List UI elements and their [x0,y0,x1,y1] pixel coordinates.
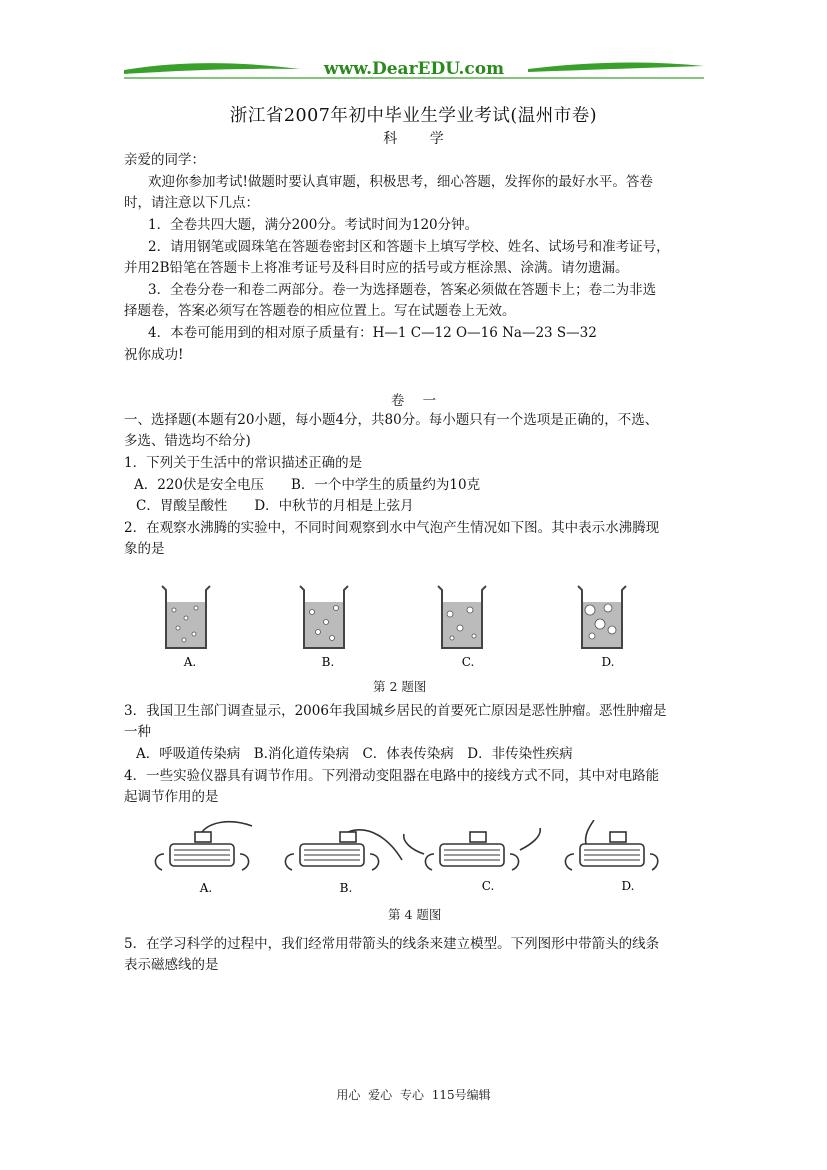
q5-stem-1: 5．在学习科学的过程中，我们经常用带箭头的线条来建立模型。下列图形中带箭头的线条 [124,936,660,952]
q4-rheostats-figure [140,820,660,900]
q4-caption: 第 4 题图 [388,907,442,922]
q2-stem-2: 象的是 [124,541,165,557]
intro-line-1: 欢迎你参加考试!做题时要认真审题，积极思考，细心答题，发挥你的最好水平。答卷 [148,174,653,190]
q1-options-1: A．220伏是安全电压 B．一个中学生的质量约为10克 [134,477,481,493]
q2-label-d: D. [601,655,615,669]
q3-options: A．呼吸道传染病 B.消化道传染病 C．体表传染病 D．非传染性疾病 [136,746,573,762]
section-title: 卷 一 [390,393,437,409]
note-2-cont: 并用2B铅笔在答题卡上将准考证号及科目时应的括号或方框涂黑、涂满。请勿遗漏。 [124,260,629,276]
note-2: 2．请用钢笔或圆珠笔在答题卷密封区和答题卡上填写学校、姓名、试场号和准考证号， [148,239,670,255]
q4-label-b: B. [339,881,353,895]
section-intro-1: 一、选择题(本题有20小题，每小题4分，共80分。每小题只有一个选项是正确的，不选、 [124,412,659,428]
q2-caption: 第 2 题图 [373,679,427,694]
site-logo-banner [124,56,704,84]
q5-stem-2: 表示磁感线的是 [124,957,219,973]
q2-beakers-figure [150,578,650,678]
note-4: 4．本卷可能用到的相对原子质量有：H—1 C—12 O—16 Na—23 S—32 [148,325,597,341]
intro-line-2: 时，请注意以下几点： [124,195,259,211]
note-3: 3．全卷分卷一和卷二两部分。卷一为选择题卷，答案必须做在答题卡上；卷二为非选 [148,282,657,298]
q1-options-2: C．胃酸呈酸性 D．中秋节的月相是上弦月 [136,498,414,514]
greeting: 亲爱的同学： [124,152,205,168]
q4-label-d: D. [621,879,635,893]
q2-stem-1: 2．在观察水沸腾的实验中，不同时间观察到水中气泡产生情况如下图。其中表示水沸腾现 [124,520,660,536]
q2-label-b: B. [321,655,335,669]
site-logo-text: www.DearEDU.com [323,59,505,79]
exam-title: 浙江省2007年初中毕业生学业考试(温州市卷) [229,106,598,126]
page-footer: 用心 爱心 专心 115号编辑 [336,1088,491,1102]
exam-subject: 科 学 [383,131,444,147]
q3-stem-2: 一种 [124,724,151,740]
section-intro-2: 多选、错选均不给分) [124,433,251,449]
q4-stem-1: 4．一些实验仪器具有调节作用。下列滑动变阻器在电路中的接线方式不同，其中对电路能 [124,768,660,784]
closing: 祝你成功! [124,347,184,363]
q1-stem: 1．下列关于生活中的常识描述正确的是 [124,455,363,471]
q3-stem-1: 3．我国卫生部门调查显示，2006年我国城乡居民的首要死亡原因是恶性肿瘤。恶性肿瘤是 [124,703,667,719]
q2-label-a: A. [183,655,197,669]
q4-label-a: A. [199,881,213,895]
note-3-cont: 择题卷，答案必须写在答题卷的相应位置上。写在试题卷上无效。 [124,303,516,319]
q4-label-c: C. [481,879,495,893]
note-1: 1．全卷共四大题，满分200分。考试时间为120分钟。 [148,217,479,233]
q4-stem-2: 起调节作用的是 [124,789,219,805]
q2-label-c: C. [461,655,475,669]
